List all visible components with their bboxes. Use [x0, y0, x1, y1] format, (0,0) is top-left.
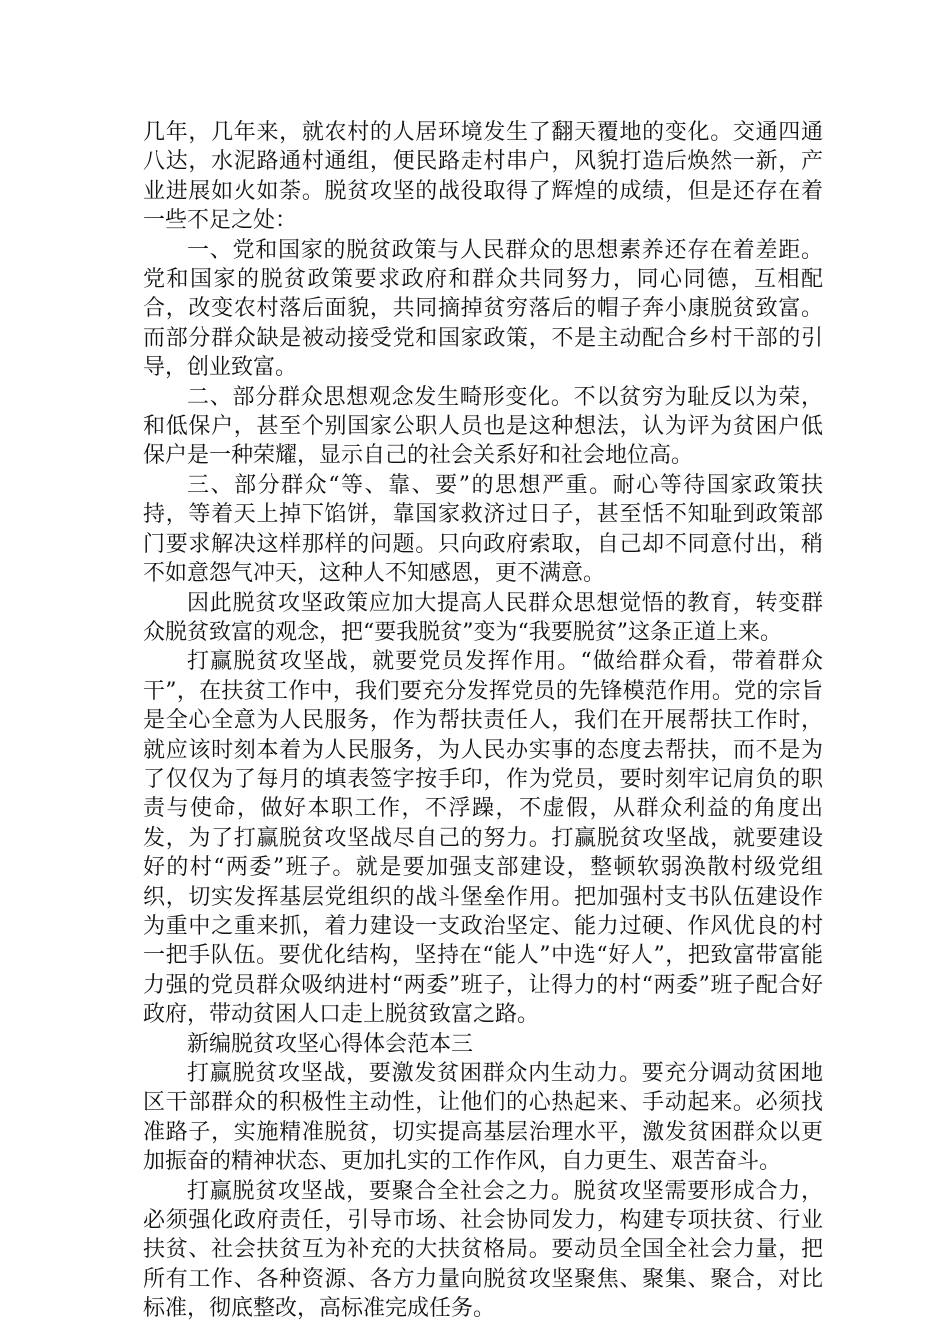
paragraph-point-one: 一、党和国家的脱贫政策与人民群众的思想素养还存在着差距。党和国家的脱贫政策要求政府和群众共同努力，同心同德，互相配合，改变农村落后面貌，共同摘掉贫穷落后的帽子奔小康脱贫致富。而部分群众缺是被动接受党和国家政策，不是主动配合乡村干部的引导，创业致富。	[143, 237, 823, 381]
paragraph-conclusion: 因此脱贫攻坚政策应加大提高人民群众思想觉悟的教育，转变群众脱贫致富的观念，把“要我脱贫”变为“我要脱贫”这条正道上来。	[143, 590, 823, 645]
paragraph-point-two: 二、部分群众思想观念发生畸形变化。不以贫穷为耻反以为荣，和低保户，甚至个别国家公职人员也是这种想法，认为评为贫困户低保户是一种荣耀，显示自己的社会关系好和社会地位高。	[143, 384, 823, 469]
paragraph-social-forces: 打赢脱贫攻坚战，要聚合全社会之力。脱贫攻坚需要形成合力，必须强化政府责任，引导市场、社会协同发力，构建专项扶贫、行业扶贫、社会扶贫互为补充的大扶贫格局。要动员全国全社会力量，把所有工作、各种资源、各方力量向脱贫攻坚聚焦、聚集、聚合，对比标准，彻底整改，高标准完成任务。	[143, 1178, 823, 1322]
document-body	[143, 118, 823, 1324]
section-heading: 新编脱贫攻坚心得体会范本三	[187, 1031, 474, 1057]
paragraph-point-three: 三、部分群众“等、靠、要”的思想严重。耐心等待国家政策扶持，等着天上掉下馅饼，靠国家救济过日子，甚至恬不知耻到政策部门要求解决这样那样的问题。只向政府索取，自己却不同意付出，稍不如意怨气冲天，这种人不知感恩，更不满意。	[143, 472, 823, 587]
paragraph-party-members: 打赢脱贫攻坚战，就要党员发挥作用。“做给群众看，带着群众干”，在扶贫工作中，我们要充分发挥党员的先锋模范作用。党的宗旨是全心全意为人民服务，作为帮扶责任人，我们在开展帮扶工作时，就应该时刻本着为人民服务，为人民办实事的态度去帮扶，而不是为了仅仅为了每月的填表签字按手印，作为党员，要时刻牢记肩负的职责与使命，做好本职工作，不浮躁，不虚假，从群众利益的角度出发，为了打赢脱贫攻坚战尽自己的努力。打赢脱贫攻坚战，就要建设好的村“两委”班子。就是要加强支部建设，整顿软弱涣散村级党组织，切实发挥基层党组织的战斗堡垒作用。把加强村支书队伍建设作为重中之重来抓，着力建设一支政治坚定、能力过硬、作风优良的村一把手队伍。要优化结构，坚持在“能人”中选“好人”，把致富带富能力强的党员群众吸纳进村“两委”班子，让得力的村“两委”班子配合好政府，带动贫困人口走上脱贫致富之路。	[143, 649, 823, 1028]
paragraph-internal-motivation: 打赢脱贫攻坚战，要激发贫困群众内生动力。要充分调动贫困地区干部群众的积极性主动性，让他们的心热起来、手动起来。必须找准路子，实施精准脱贫，切实提高基层治理水平，激发贫困群众以更加振奋的精神状态、更加扎实的工作作风，自力更生、艰苦奋斗。	[143, 1061, 823, 1175]
paragraph-intro-continued: 几年，几年来，就农村的人居环境发生了翻天覆地的变化。交通四通八达，水泥路通村通组，便民路走村串户，风貌打造后焕然一新，产业进展如火如荼。脱贫攻坚的战役取得了辉煌的成绩，但是还存在着一些不足之处：	[143, 120, 823, 234]
